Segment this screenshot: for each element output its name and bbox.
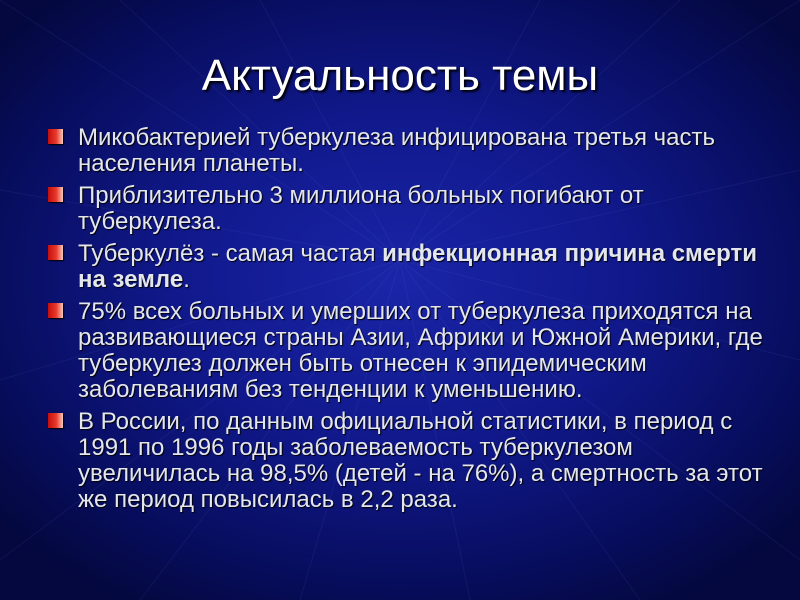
bullet-item xyxy=(48,409,768,513)
bullet-text: 75% всех больных и умерших от туберкулеза приходятся на развивающиеся страны Азии, Африки и Южной Америки, где туберкулез должен быть отнесен к эпидемическим заболеваниям без тенденции к уменьшению. xyxy=(78,298,763,403)
bullet-text-lead: Туберкулёз - самая частая xyxy=(78,240,383,267)
slide-title: Актуальность темы xyxy=(201,51,599,100)
bullet-square-icon xyxy=(48,187,63,202)
bullet-square-icon xyxy=(48,303,63,318)
bullet-square-icon xyxy=(48,245,63,260)
bullet-square-icon xyxy=(48,413,63,428)
bullet-text: Приблизительно 3 миллиона больных погибают от туберкулеза. xyxy=(78,182,644,235)
bullet-text: Микобактерией туберкулеза инфицирована третья часть населения планеты. xyxy=(78,124,716,177)
bullet-text-emphasis: инфекционная причина смерти на земле xyxy=(78,240,758,293)
bullet-text: В России, по данным официальной статистики, в период с 1991 по 1996 годы заболеваемость туберкулезом увеличилась на 98,5% (детей - на 76%), а смертность за этот же период повысилась в 2,2 раза. xyxy=(78,408,763,513)
bullet-item xyxy=(48,183,768,235)
bullet-text-end: . xyxy=(183,266,190,293)
bullet-item xyxy=(48,241,768,293)
bullet-square-icon xyxy=(48,129,63,144)
bullet-list xyxy=(48,125,768,519)
bullet-item xyxy=(48,125,768,177)
bullet-item xyxy=(48,299,768,403)
